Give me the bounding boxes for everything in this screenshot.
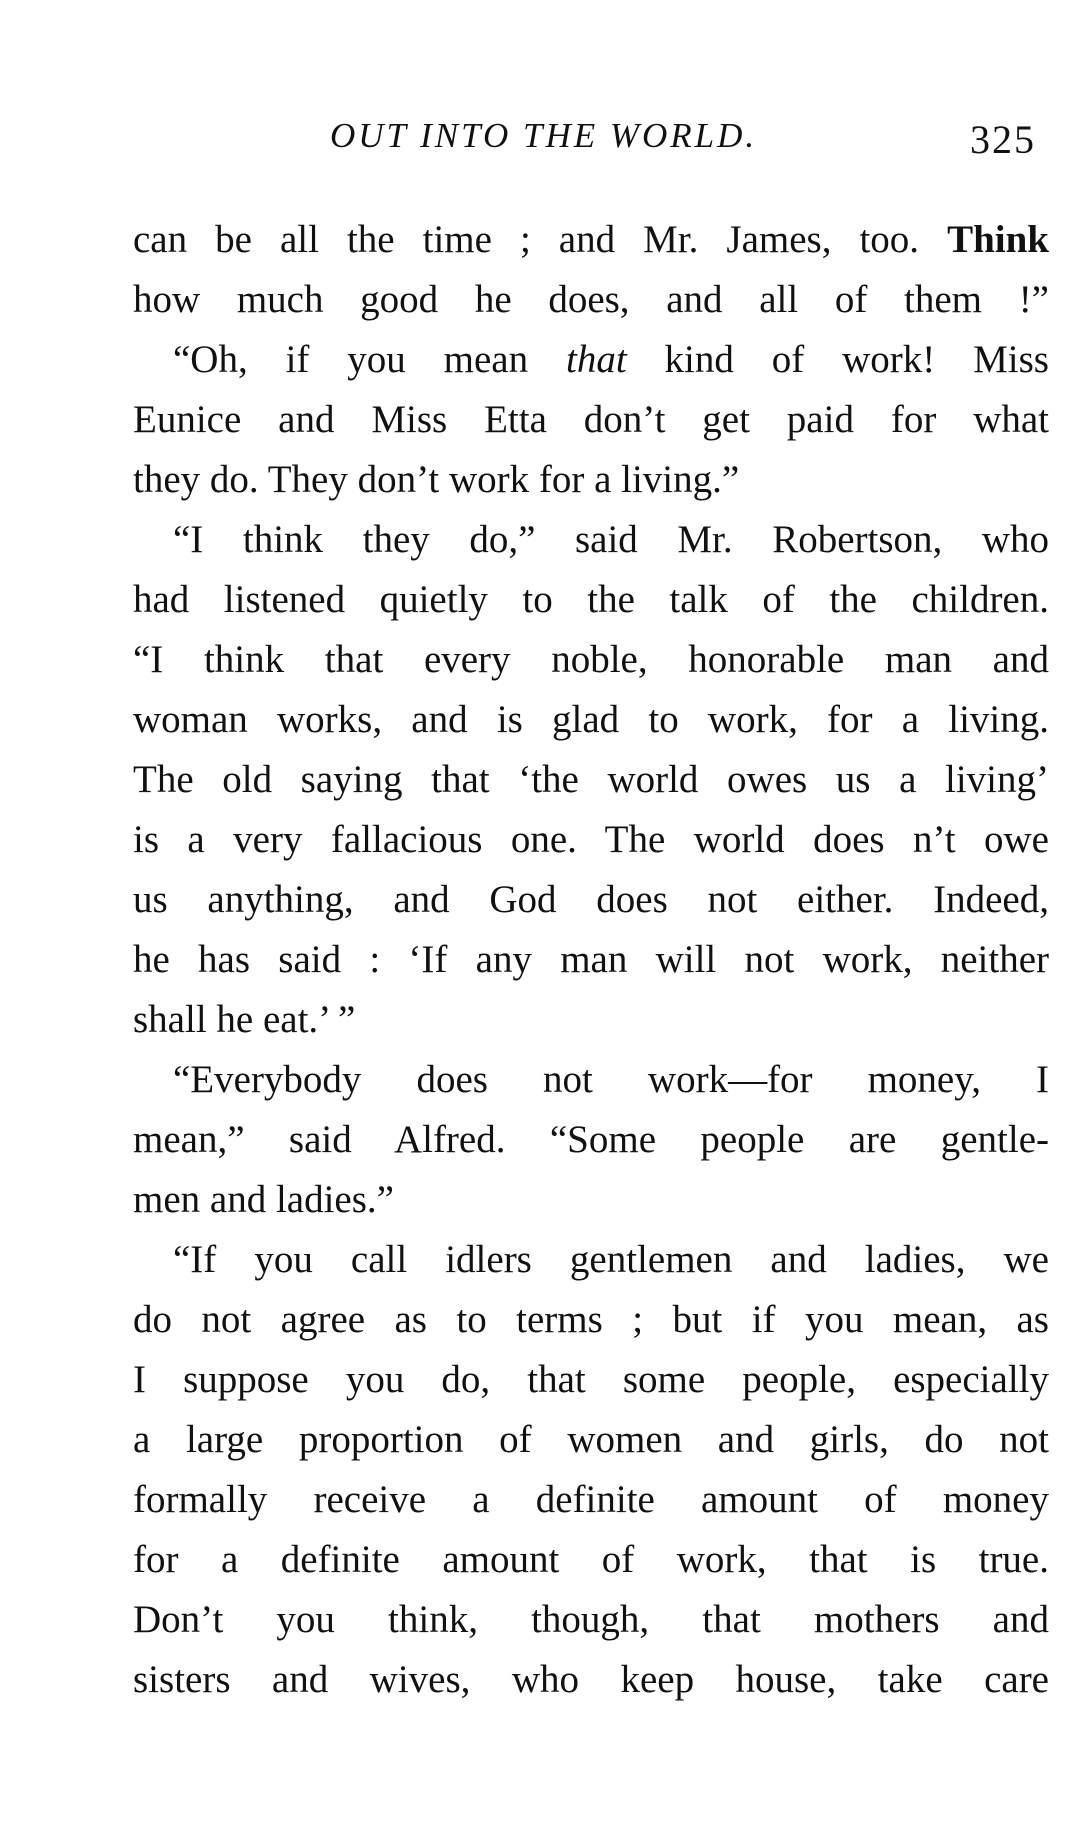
text-line: Eunice and Miss Etta don’t get paid for what: [133, 398, 1049, 441]
bold-word: Think: [947, 218, 1049, 261]
text-line: how much good he does, and all of them !”: [133, 278, 1049, 321]
page-number: 325: [970, 117, 1036, 162]
text-line: formally receive a definite amount of money: [133, 1478, 1049, 1521]
text-segment: kind of work! Miss: [664, 338, 1049, 381]
text-line: a large proportion of women and girls, do not: [133, 1418, 1049, 1461]
text-line: woman works, and is glad to work, for a living.: [133, 698, 1049, 741]
text-segment: “Oh, if you mean: [173, 338, 529, 381]
text-line: for a definite amount of work, that is true.: [133, 1538, 1049, 1581]
text-line: is a very fallacious one. The world does n’t owe: [133, 818, 1049, 861]
text-line: “Everybody does not work—for money, I: [173, 1058, 1049, 1101]
text-line: “If you call idlers gentlemen and ladies, we: [173, 1238, 1049, 1281]
text-line: had listened quietly to the talk of the children.: [133, 578, 1049, 621]
text-line: shall he eat.’ ”: [133, 998, 356, 1041]
running-header: [0, 108, 1081, 162]
text-line: I suppose you do, that some people, especially: [133, 1358, 1049, 1401]
text-line: “I think that every noble, honorable man and: [133, 638, 1049, 681]
text-line: they do. They don’t work for a living.”: [133, 458, 740, 501]
text-line: mean,” said Alfred. “Some people are gentle-: [133, 1118, 1049, 1161]
text-line: [133, 210, 1049, 270]
text-line: sisters and wives, who keep house, take care: [133, 1658, 1049, 1701]
text-line: Don’t you think, though, that mothers and: [133, 1598, 1049, 1641]
text-line: do not agree as to terms ; but if you mean, as: [133, 1298, 1049, 1341]
text-line: [133, 330, 1049, 390]
italic-word: that: [566, 338, 627, 381]
body-text: [133, 210, 1049, 1710]
text-line: “I think they do,” said Mr. Robertson, who: [173, 518, 1049, 561]
text-line: men and ladies.”: [133, 1178, 394, 1221]
text-line: us anything, and God does not either. Indeed,: [133, 878, 1049, 921]
running-title: OUT INTO THE WORLD.: [330, 116, 758, 155]
text-line: The old saying that ‘the world owes us a living’: [133, 758, 1049, 801]
text-line: he has said : ‘If any man will not work, neither: [133, 938, 1049, 981]
text-segment: can be all the time ; and Mr. James, too.: [133, 218, 920, 261]
